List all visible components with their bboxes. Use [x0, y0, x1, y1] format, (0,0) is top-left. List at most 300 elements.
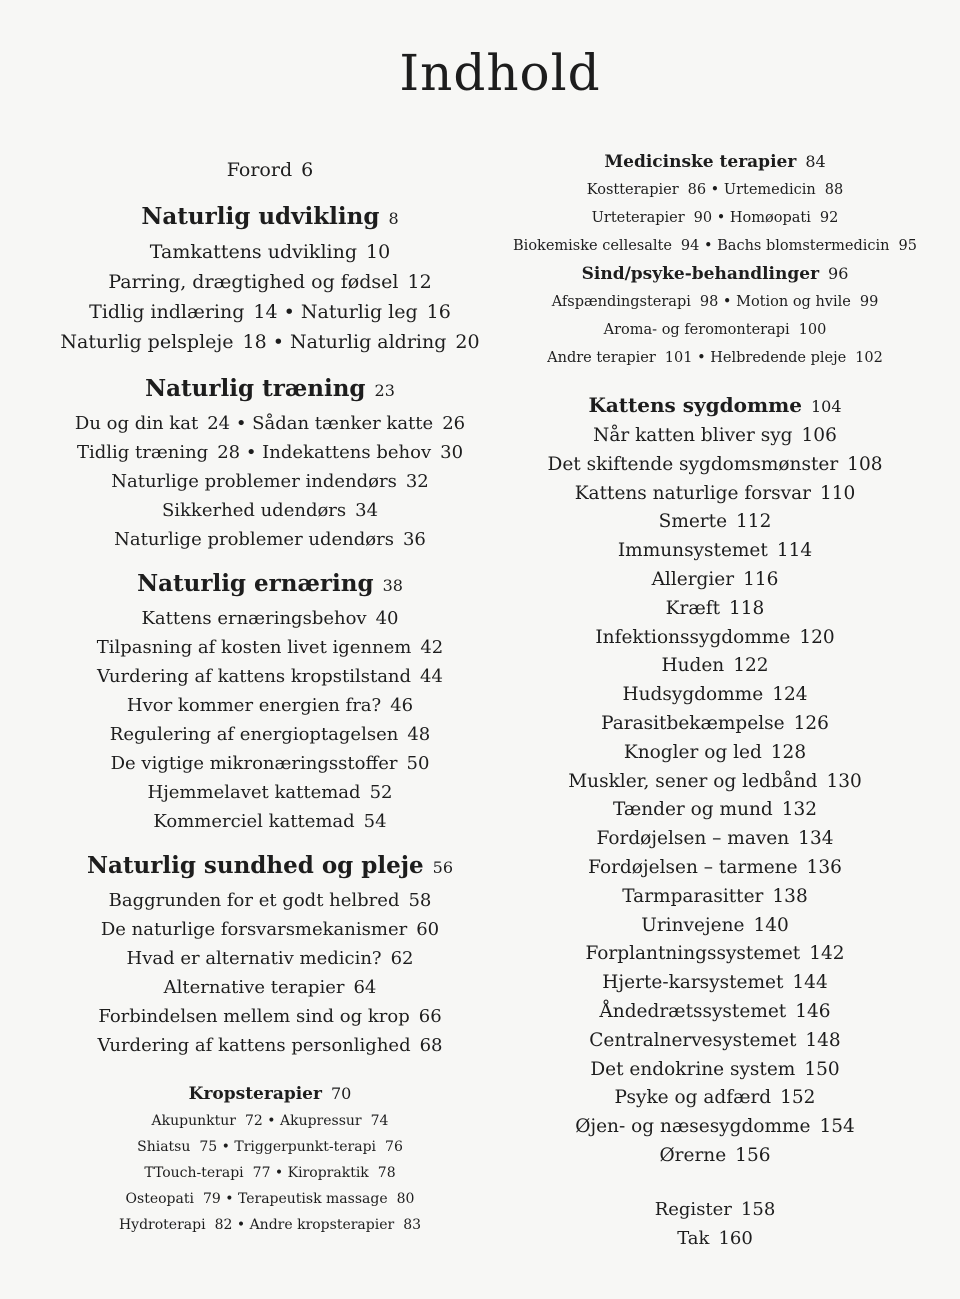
- toc-entry[interactable]: [592, 210, 712, 226]
- page-number: 32: [405, 471, 429, 492]
- toc-line: [60, 973, 480, 1002]
- entry-title: Homøopati: [729, 210, 811, 226]
- toc-entry[interactable]: [587, 182, 706, 198]
- entry-title: De naturlige forsvarsmekanismer: [100, 919, 408, 940]
- section-entries: [60, 604, 480, 836]
- page-number: 112: [736, 511, 772, 533]
- page-number: 142: [809, 943, 845, 965]
- page-number: 8: [388, 209, 399, 228]
- page-number: 120: [799, 626, 835, 648]
- toc-entry[interactable]: [717, 238, 917, 254]
- toc-entry[interactable]: [101, 919, 439, 940]
- page-number: 122: [733, 655, 769, 677]
- toc-entry[interactable]: [568, 771, 862, 792]
- toc-entry[interactable]: [622, 684, 807, 705]
- page-number: 77: [252, 1165, 271, 1181]
- entry-title: Fordøjelsen – maven: [596, 828, 790, 850]
- page-number: 14: [253, 301, 278, 323]
- page-number: 82: [214, 1217, 233, 1233]
- toc-entry[interactable]: [119, 1217, 232, 1233]
- toc-entry[interactable]: [301, 301, 451, 323]
- page-number: 34: [355, 500, 379, 521]
- toc-entry[interactable]: [615, 1087, 816, 1108]
- entry-title: Tidlig indlæring: [89, 301, 245, 323]
- toc-line: [60, 237, 480, 267]
- toc-entry[interactable]: [141, 608, 398, 629]
- section-title: Kattens sygdomme: [588, 393, 802, 417]
- entry-title: Huden: [661, 655, 725, 677]
- toc-entry[interactable]: [613, 799, 817, 820]
- entry-title: Tilpasning af kosten livet igennem: [96, 637, 412, 658]
- entry-title: Naturlige problemer udendørs: [114, 529, 394, 550]
- page-number: 68: [419, 1035, 443, 1056]
- entry-title: Afspændingsterapi: [551, 294, 691, 310]
- toc-entry[interactable]: [710, 350, 883, 366]
- toc-entry[interactable]: [585, 943, 844, 964]
- toc-entry[interactable]: [622, 886, 807, 907]
- toc-entry[interactable]: [661, 655, 768, 676]
- toc-line: [60, 496, 480, 525]
- toc-line: [60, 1031, 480, 1060]
- bullet-separator: •: [266, 331, 291, 353]
- toc-entry[interactable]: [500, 1195, 930, 1224]
- section-title: Naturlig træning: [145, 375, 366, 402]
- page-number: 136: [806, 856, 842, 878]
- toc-entry[interactable]: [575, 1116, 855, 1137]
- page-number: 72: [244, 1113, 263, 1129]
- toc-entry[interactable]: [602, 972, 827, 993]
- entry-title: Helbredende pleje: [710, 350, 847, 366]
- toc-line: [500, 232, 930, 260]
- entry-title: Forord: [226, 159, 293, 181]
- toc-entry[interactable]: [736, 294, 878, 310]
- toc-line: [500, 344, 930, 372]
- toc-entry[interactable]: [98, 1035, 443, 1056]
- entry-title: Sådan tænker katte: [252, 413, 434, 434]
- entry-title: Triggerpunkt-terapi: [234, 1139, 377, 1155]
- entry-title: Allergier: [651, 568, 735, 590]
- entry-title: De vigtige mikronæringsstoffer: [110, 753, 398, 774]
- page-number: 104: [811, 397, 842, 416]
- entry-title: Hvor kommer energien fra?: [126, 695, 382, 716]
- toc-entry[interactable]: [98, 1006, 441, 1027]
- page-number: 70: [330, 1084, 352, 1103]
- toc-entry[interactable]: [597, 828, 834, 849]
- page-number: 132: [781, 799, 818, 821]
- section-title: Medicinske terapier: [604, 152, 797, 172]
- toc-line: [60, 915, 480, 944]
- toc-line: [60, 944, 480, 973]
- toc-entry[interactable]: [97, 637, 444, 658]
- toc-entry[interactable]: [500, 1224, 930, 1253]
- toc-line: [60, 525, 480, 554]
- section-heading[interactable]: [500, 260, 930, 288]
- entry-title: Naturlig aldring: [290, 331, 447, 353]
- toc-line: [60, 662, 480, 691]
- toc-entry[interactable]: [590, 1059, 839, 1080]
- toc-entry[interactable]: [234, 1139, 402, 1155]
- entry-title: Knogler og led: [623, 741, 762, 763]
- toc-line: [60, 749, 480, 778]
- toc-line: [60, 438, 480, 467]
- toc-entry[interactable]: [652, 569, 779, 590]
- entry-title: Det endokrine system: [590, 1058, 796, 1080]
- page-number: 58: [408, 890, 432, 911]
- page-number: 36: [402, 529, 426, 550]
- toc-entry[interactable]: [604, 322, 827, 338]
- toc-entry[interactable]: [111, 471, 429, 492]
- entry-title: Parring, drægtighed og fødsel: [108, 271, 399, 293]
- toc-entry[interactable]: [164, 977, 377, 998]
- toc-entry[interactable]: [75, 413, 230, 434]
- toc-line: [500, 537, 930, 566]
- toc-entry[interactable]: [126, 1191, 221, 1207]
- entry-title: Vurdering af kattens kropstilstand: [97, 666, 412, 687]
- toc-line: [60, 1002, 480, 1031]
- section-entries: [500, 422, 930, 1171]
- section-heading[interactable]: [60, 568, 480, 602]
- toc-line: [60, 1186, 480, 1212]
- page-number: 160: [718, 1227, 753, 1249]
- toc-entry[interactable]: [108, 271, 431, 293]
- page-number: 101: [664, 350, 693, 366]
- toc-entry[interactable]: [252, 413, 465, 434]
- toc-line: [500, 1084, 930, 1113]
- page-number: 48: [407, 724, 431, 745]
- page-number: 92: [819, 210, 839, 226]
- entry-title: Infektionssygdomme: [595, 626, 791, 648]
- entry-title: Indekattens behov: [262, 442, 432, 463]
- entry-title: Regulering af energioptagelsen: [109, 724, 399, 745]
- page-number: 66: [418, 1006, 442, 1027]
- entry-title: Tænder og mund: [612, 799, 773, 821]
- bullet-separator: •: [262, 1113, 280, 1129]
- toc-line: [500, 940, 930, 969]
- toc-line: [60, 720, 480, 749]
- toc-entry[interactable]: [250, 1217, 421, 1233]
- bullet-separator: •: [712, 210, 730, 226]
- entry-title: Register: [654, 1198, 732, 1220]
- toc-entry[interactable]: [137, 1139, 217, 1155]
- entry-title: Forplantningssystemet: [585, 943, 801, 965]
- toc-entry[interactable]: [148, 782, 393, 803]
- toc-entry[interactable]: [162, 500, 378, 521]
- toc-entry[interactable]: [262, 442, 463, 463]
- page-number: 138: [772, 885, 808, 907]
- toc-right-column: [500, 148, 930, 1253]
- toc-entry[interactable]: [624, 742, 806, 763]
- entry-title: Vurdering af kattens personlighed: [97, 1035, 411, 1056]
- entry-title: Tarmparasitter: [622, 885, 764, 907]
- entry-title: Tamkattens udvikling: [149, 241, 357, 263]
- page-number: 78: [377, 1165, 396, 1181]
- toc-entry[interactable]: [547, 350, 692, 366]
- page-number: 106: [801, 425, 837, 446]
- toc-entry[interactable]: [659, 511, 772, 532]
- toc-line: [60, 1108, 480, 1134]
- toc-entry[interactable]: [60, 331, 266, 353]
- toc-entry[interactable]: [730, 210, 838, 226]
- entry-title: Fordøjelsen – tarmene: [588, 856, 798, 878]
- entry-title: Akupressur: [279, 1113, 362, 1129]
- toc-entry[interactable]: [641, 915, 789, 936]
- page-number: 18: [242, 331, 267, 353]
- page-number: 152: [780, 1087, 816, 1109]
- toc-line: [60, 467, 480, 496]
- page-number: 130: [826, 770, 862, 792]
- page-number: 38: [382, 576, 403, 595]
- section-heading[interactable]: [60, 373, 480, 407]
- entry-title: Baggrunden for et godt helbred: [108, 890, 400, 911]
- toc-entry[interactable]: [290, 331, 480, 353]
- section-entries: [60, 237, 480, 357]
- page-number: 118: [729, 597, 765, 619]
- toc-entry[interactable]: [593, 425, 837, 446]
- page-number: 158: [740, 1198, 776, 1220]
- toc-line: [500, 480, 930, 509]
- toc-line: [500, 624, 930, 653]
- page-number: 75: [199, 1139, 218, 1155]
- entry-title: Immunsystemet: [617, 540, 768, 562]
- bullet-separator: •: [706, 182, 724, 198]
- entry-title: Alternative terapier: [163, 977, 345, 998]
- toc-line: [60, 807, 480, 836]
- page-number: 80: [396, 1191, 415, 1207]
- section-title: Naturlig udvikling: [141, 203, 380, 230]
- entry-title: Det skiftende sygdomsmønster: [547, 453, 839, 475]
- entry-title: Åndedrætssystemet: [599, 1000, 787, 1022]
- entry-title: Hjerte-karsystemet: [602, 972, 784, 994]
- page-number: 128: [770, 741, 807, 763]
- page-number: 98: [699, 294, 719, 310]
- section-title: Kropsterapier: [188, 1084, 322, 1104]
- section-title: Naturlig ernæring: [137, 570, 374, 597]
- entry-title: Kiropraktik: [287, 1165, 369, 1181]
- toc-line: [500, 998, 930, 1027]
- toc-entry[interactable]: [599, 1001, 830, 1022]
- toc-line: [500, 739, 930, 768]
- toc-entry[interactable]: [288, 1165, 396, 1181]
- page-number: 76: [385, 1139, 403, 1155]
- toc-entry[interactable]: [552, 294, 719, 310]
- toc-entry[interactable]: [666, 598, 765, 619]
- toc-entry[interactable]: [601, 713, 829, 734]
- page-number: 94: [680, 238, 700, 254]
- toc-line: [500, 451, 930, 480]
- toc-line: [500, 422, 930, 451]
- page-number: 114: [776, 540, 813, 562]
- toc-line: [60, 1134, 480, 1160]
- page-number: 150: [804, 1058, 840, 1080]
- toc-entry[interactable]: [618, 540, 812, 561]
- toc-line: [500, 912, 930, 941]
- page-number: 83: [403, 1217, 422, 1233]
- toc-line: [60, 409, 480, 438]
- entry-title: Sikkerhed udendørs: [161, 500, 347, 521]
- toc-line: [500, 681, 930, 710]
- toc-line: [500, 566, 930, 595]
- toc-entry[interactable]: [513, 238, 699, 254]
- toc-line: [60, 604, 480, 633]
- entry-title: Parasitbekæmpelse: [601, 712, 785, 734]
- toc-line: [500, 1056, 930, 1085]
- toc-entry[interactable]: [660, 1145, 771, 1166]
- page-number: 6: [301, 159, 314, 181]
- section-heading[interactable]: [500, 390, 930, 422]
- toc-left-column: [60, 155, 480, 1238]
- entry-title: Når katten bliver syg: [593, 425, 793, 446]
- entry-title: Osteopati: [125, 1191, 194, 1207]
- entry-title: Kostterapier: [586, 182, 679, 198]
- page-number: 88: [824, 182, 844, 198]
- toc-entry[interactable]: [109, 890, 432, 911]
- entry-title: Kræft: [665, 597, 721, 619]
- bullet-separator: •: [217, 1139, 235, 1155]
- page-number: 116: [743, 568, 779, 590]
- entry-title: Forbindelsen mellem sind og krop: [98, 1006, 410, 1027]
- bullet-separator: •: [232, 1217, 250, 1233]
- entry-title: Akupunktur: [151, 1113, 236, 1129]
- section-entries: [60, 409, 480, 554]
- page-number: 134: [798, 828, 834, 850]
- toc-line: [500, 1142, 930, 1171]
- entry-title: Urinvejene: [641, 914, 745, 936]
- page-number: 110: [819, 482, 856, 504]
- bullet-separator: •: [699, 238, 718, 254]
- page-number: 156: [735, 1144, 771, 1166]
- page-number: 124: [772, 684, 808, 706]
- toc-entry[interactable]: [127, 695, 413, 716]
- toc-entry[interactable]: [60, 155, 480, 185]
- page-number: 140: [753, 914, 789, 936]
- toc-entry[interactable]: [589, 1030, 840, 1051]
- entry-title: Muskler, sener og ledbånd: [568, 770, 818, 792]
- entry-title: Hudsygdomme: [622, 684, 764, 706]
- toc-entry[interactable]: [280, 1113, 388, 1129]
- section-title: Sind/psyke-behandlinger: [581, 264, 820, 284]
- page-number: 74: [370, 1113, 389, 1129]
- entry-title: Kattens naturlige forsvar: [574, 482, 811, 504]
- page-number: 108: [847, 453, 883, 475]
- bullet-separator: •: [692, 350, 711, 366]
- toc-line: [500, 854, 930, 883]
- toc-line: [60, 297, 480, 327]
- page-number: 44: [420, 666, 443, 687]
- toc-entry[interactable]: [150, 241, 390, 263]
- page-number: 79: [202, 1191, 221, 1207]
- toc-entry[interactable]: [153, 811, 386, 832]
- bullet-separator: •: [220, 1191, 238, 1207]
- toc-entry[interactable]: [724, 182, 843, 198]
- entry-title: Du og din kat: [74, 413, 199, 434]
- entry-title: Kattens ernæringsbehov: [141, 608, 367, 629]
- toc-entry[interactable]: [111, 753, 430, 774]
- toc-entry[interactable]: [77, 442, 240, 463]
- entry-title: Biokemiske cellesalte: [513, 238, 672, 254]
- entry-title: Andre kropsterapier: [249, 1217, 395, 1233]
- section-heading[interactable]: [500, 148, 930, 176]
- entry-title: Naturlig pelspleje: [60, 331, 234, 353]
- toc-line: [60, 633, 480, 662]
- toc-line: [500, 508, 930, 537]
- entry-title: Tak: [677, 1227, 710, 1249]
- entry-title: Psyke og adfærd: [614, 1087, 772, 1109]
- page-number: 99: [859, 294, 879, 310]
- page-number: 64: [353, 977, 377, 998]
- entry-title: Aroma- og feromonterapi: [603, 322, 790, 338]
- bullet-separator: •: [230, 413, 253, 434]
- toc-entry[interactable]: [588, 857, 842, 878]
- toc-entry[interactable]: [595, 627, 834, 648]
- toc-line: [500, 652, 930, 681]
- toc-line: [500, 316, 930, 344]
- toc-line: [500, 1113, 930, 1142]
- bullet-separator: •: [277, 301, 301, 323]
- toc-entry[interactable]: [110, 724, 430, 745]
- page-number: 23: [374, 381, 395, 400]
- toc-entry[interactable]: [548, 454, 883, 475]
- entry-title: Ørerne: [659, 1144, 727, 1166]
- entry-title: Naturlig leg: [300, 301, 418, 323]
- entry-title: Centralnervesystemet: [589, 1029, 797, 1051]
- entry-title: Terapeutisk massage: [237, 1191, 388, 1207]
- entry-title: Hvad er alternativ medicin?: [126, 948, 382, 969]
- bullet-separator: •: [718, 294, 737, 310]
- section-heading[interactable]: [60, 850, 480, 884]
- toc-entry[interactable]: [89, 301, 277, 323]
- toc-line: [500, 176, 930, 204]
- section-title: Naturlig sundhed og pleje: [86, 852, 424, 879]
- page-number: 56: [432, 858, 454, 877]
- entry-title: Smerte: [658, 511, 728, 533]
- toc-entry[interactable]: [152, 1113, 263, 1129]
- entry-title: Naturlige problemer indendørs: [111, 471, 397, 492]
- page-number: 50: [406, 753, 430, 774]
- toc-entry[interactable]: [127, 948, 414, 969]
- section-entries: [60, 1108, 480, 1238]
- section-entries: [500, 288, 930, 372]
- bullet-separator: •: [270, 1165, 288, 1181]
- toc-entry[interactable]: [97, 666, 443, 687]
- toc-entry[interactable]: [144, 1165, 270, 1181]
- bullet-separator: •: [240, 442, 263, 463]
- entry-title: Kommerciel kattemad: [153, 811, 355, 832]
- toc-entry[interactable]: [575, 483, 856, 504]
- entry-title: Andre terapier: [547, 350, 656, 366]
- toc-line: [60, 691, 480, 720]
- entry-title: Urteterapier: [591, 210, 685, 226]
- toc-line: [60, 886, 480, 915]
- entry-title: Hydroterapi: [118, 1217, 206, 1233]
- page-number: 84: [805, 152, 826, 171]
- toc-line: [500, 204, 930, 232]
- page-number: 90: [693, 210, 713, 226]
- page-number: 28: [217, 442, 241, 463]
- page-number: 20: [455, 331, 480, 353]
- section-heading[interactable]: [60, 1080, 480, 1108]
- page-number: 146: [795, 1000, 831, 1022]
- section-entries: [60, 886, 480, 1060]
- toc-entry[interactable]: [114, 529, 426, 550]
- toc-entry[interactable]: [238, 1191, 414, 1207]
- toc-line: [60, 327, 480, 357]
- toc-line: [60, 778, 480, 807]
- toc-line: [500, 796, 930, 825]
- section-heading[interactable]: [60, 201, 480, 235]
- page-number: 62: [390, 948, 414, 969]
- page-number: 95: [898, 238, 917, 254]
- toc-line: [500, 288, 930, 316]
